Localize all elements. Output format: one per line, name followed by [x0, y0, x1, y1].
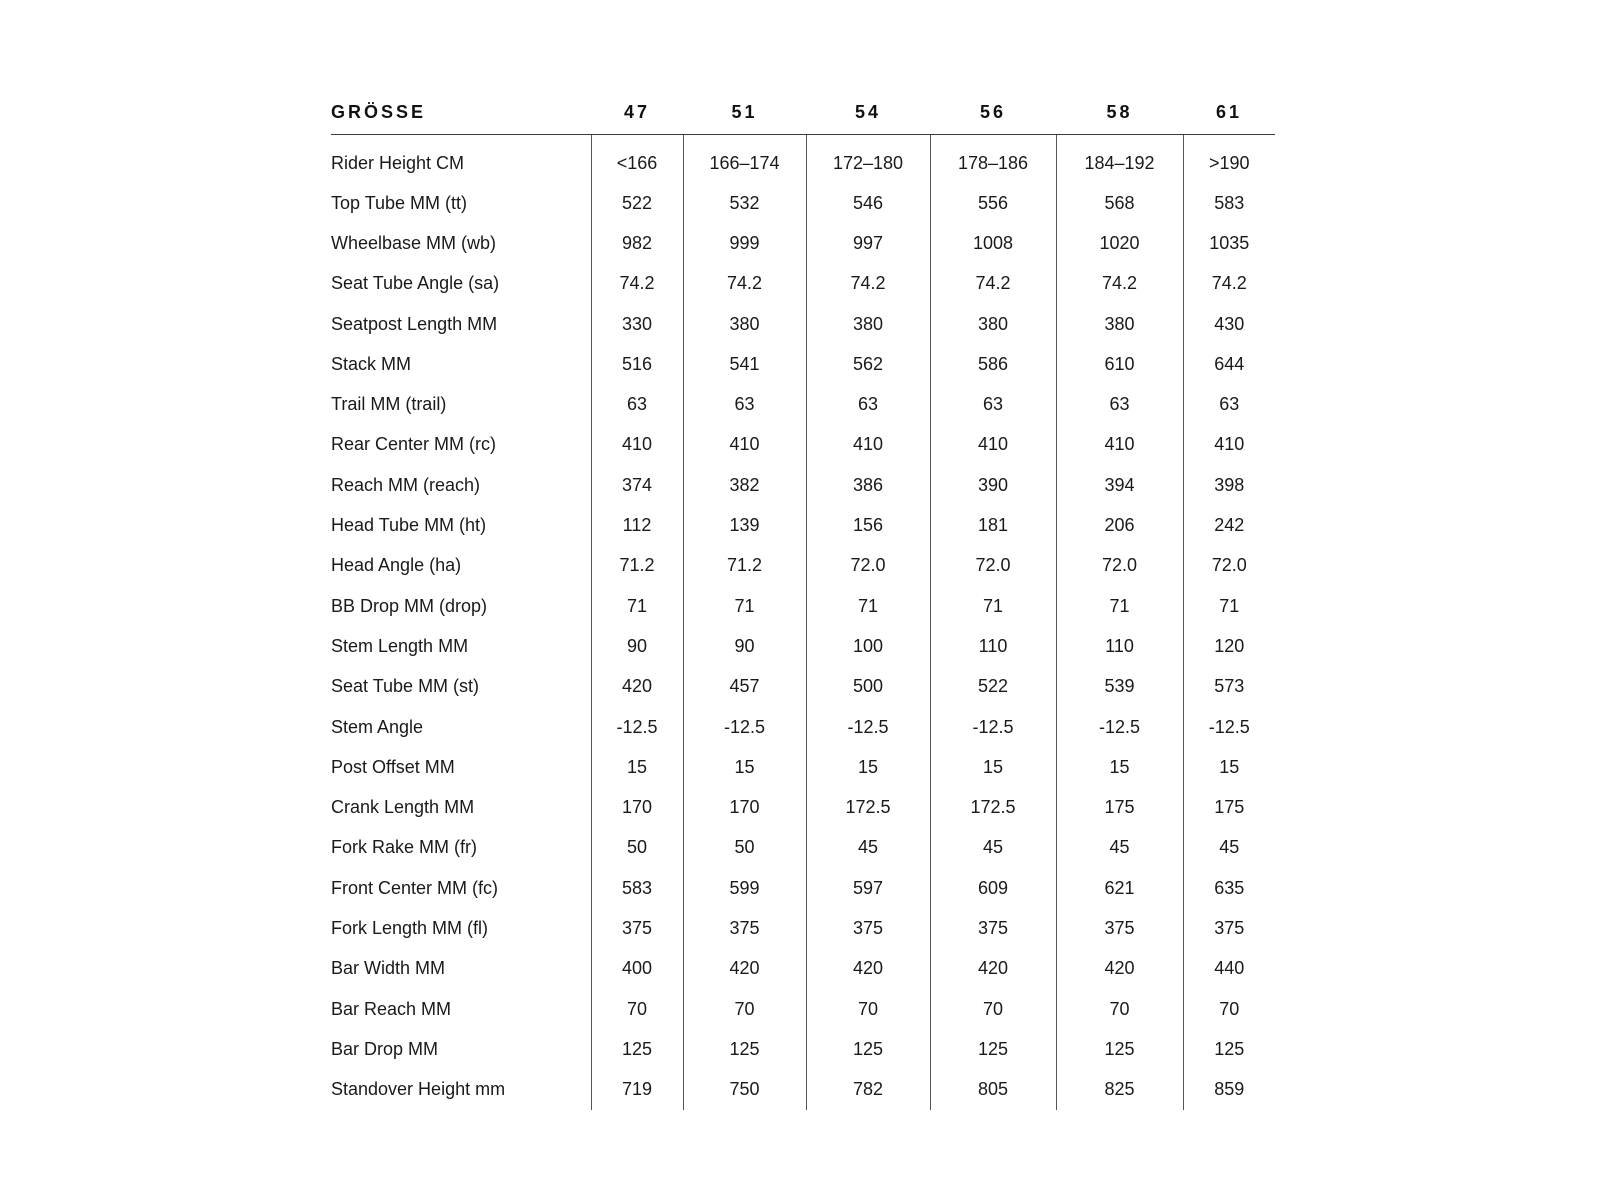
table-cell: 410: [683, 425, 806, 465]
table-cell: 112: [591, 505, 683, 545]
table-cell: 539: [1056, 667, 1183, 707]
table-row: [331, 787, 1275, 827]
table-row: [331, 264, 1275, 304]
table-cell: 375: [683, 908, 806, 948]
table-cell: 74.2: [683, 264, 806, 304]
table-cell: 420: [930, 949, 1056, 989]
size-column-header: 61: [1183, 90, 1275, 135]
table-cell: -12.5: [1056, 707, 1183, 747]
table-cell: 125: [1056, 1029, 1183, 1069]
table-cell: 90: [683, 626, 806, 666]
size-column-header: 47: [591, 90, 683, 135]
table-row: [331, 135, 1275, 184]
table-cell: 410: [591, 425, 683, 465]
table-cell: 70: [806, 989, 930, 1029]
table-row: [331, 183, 1275, 223]
table-cell: 125: [1183, 1029, 1275, 1069]
table-cell: 500: [806, 667, 930, 707]
table-cell: 74.2: [591, 264, 683, 304]
table-cell: 100: [806, 626, 930, 666]
row-label: Seat Tube MM (st): [331, 676, 480, 697]
table-cell: 380: [1056, 304, 1183, 344]
row-label: Top Tube MM (tt): [331, 192, 468, 213]
table-cell: 71.2: [591, 546, 683, 586]
row-label: Stack MM: [331, 353, 412, 374]
size-column-header: 58: [1056, 90, 1183, 135]
table-cell: 63: [683, 384, 806, 424]
table-cell: 522: [930, 667, 1056, 707]
table-cell: -12.5: [683, 707, 806, 747]
table-cell: 380: [930, 304, 1056, 344]
table-cell: 386: [806, 465, 930, 505]
table-cell: 139: [683, 505, 806, 545]
table-cell: 997: [806, 223, 930, 263]
table-cell: 586: [930, 344, 1056, 384]
table-cell: 805: [930, 1070, 1056, 1110]
table-cell: 45: [1183, 828, 1275, 868]
table-cell: 522: [591, 183, 683, 223]
table-cell: 172.5: [806, 787, 930, 827]
table-cell: 184–192: [1056, 135, 1183, 184]
table-cell: 156: [806, 505, 930, 545]
header-row: [331, 90, 1275, 135]
row-label: Bar Reach MM: [331, 998, 452, 1019]
table-cell: 982: [591, 223, 683, 263]
table-row: [331, 505, 1275, 545]
row-label: Front Center MM (fc): [331, 877, 499, 898]
table-cell: 420: [591, 667, 683, 707]
table-cell: 420: [806, 949, 930, 989]
table-row: [331, 586, 1275, 626]
table-cell: 532: [683, 183, 806, 223]
size-column-header: 56: [930, 90, 1056, 135]
table-row: [331, 465, 1275, 505]
table-row: [331, 304, 1275, 344]
table-cell: 546: [806, 183, 930, 223]
table-cell: 583: [591, 868, 683, 908]
table-cell: 71: [1056, 586, 1183, 626]
table-cell: 410: [930, 425, 1056, 465]
table-cell: 70: [1183, 989, 1275, 1029]
table-cell: 375: [591, 908, 683, 948]
table-cell: 166–174: [683, 135, 806, 184]
table-cell: 63: [930, 384, 1056, 424]
table-cell: 15: [683, 747, 806, 787]
size-column-header: 54: [806, 90, 930, 135]
table-cell: 400: [591, 949, 683, 989]
table-row: [331, 828, 1275, 868]
table-cell: 541: [683, 344, 806, 384]
table-cell: -12.5: [806, 707, 930, 747]
geometry-table: [331, 90, 1275, 1110]
table-cell: <166: [591, 135, 683, 184]
row-label: Wheelbase MM (wb): [331, 232, 497, 253]
table-cell: 50: [683, 828, 806, 868]
row-label: Reach MM (reach): [331, 474, 481, 495]
table-row: [331, 344, 1275, 384]
table-cell: 583: [1183, 183, 1275, 223]
table-cell: 178–186: [930, 135, 1056, 184]
row-label: Seat Tube Angle (sa): [331, 273, 500, 294]
row-label: Bar Drop MM: [331, 1038, 439, 1059]
table-cell: 175: [1183, 787, 1275, 827]
table-cell: 45: [806, 828, 930, 868]
table-row: [331, 425, 1275, 465]
table-cell: 573: [1183, 667, 1275, 707]
table-cell: 170: [591, 787, 683, 827]
table-cell: 72.0: [930, 546, 1056, 586]
table-cell: 1020: [1056, 223, 1183, 263]
table-cell: 71: [806, 586, 930, 626]
table-row: [331, 223, 1275, 263]
table-cell: 71: [683, 586, 806, 626]
table-row: [331, 868, 1275, 908]
table-cell: 63: [591, 384, 683, 424]
table-cell: 410: [1056, 425, 1183, 465]
table-cell: 15: [1056, 747, 1183, 787]
row-label: Crank Length MM: [331, 797, 475, 818]
table-row: [331, 747, 1275, 787]
table-cell: 170: [683, 787, 806, 827]
size-column-header: 51: [683, 90, 806, 135]
table-cell: -12.5: [591, 707, 683, 747]
table-row: [331, 626, 1275, 666]
row-label: Post Offset MM: [331, 756, 455, 777]
table-cell: 375: [806, 908, 930, 948]
table-cell: 71: [1183, 586, 1275, 626]
table-cell: 70: [591, 989, 683, 1029]
table-cell: 181: [930, 505, 1056, 545]
row-label: Head Tube MM (ht): [331, 515, 487, 536]
row-label: Seatpost Length MM: [331, 313, 498, 334]
table-cell: 330: [591, 304, 683, 344]
table-cell: 72.0: [1183, 546, 1275, 586]
table-cell: >190: [1183, 135, 1275, 184]
table-cell: 825: [1056, 1070, 1183, 1110]
table-cell: 72.0: [1056, 546, 1183, 586]
table-cell: 410: [806, 425, 930, 465]
table-cell: 610: [1056, 344, 1183, 384]
table-cell: 15: [930, 747, 1056, 787]
table-cell: 63: [1183, 384, 1275, 424]
table-cell: 45: [930, 828, 1056, 868]
table-cell: 609: [930, 868, 1056, 908]
table-cell: 74.2: [1183, 264, 1275, 304]
table-body: [331, 135, 1275, 1110]
table-cell: 125: [683, 1029, 806, 1069]
table-cell: 375: [1056, 908, 1183, 948]
table-cell: 457: [683, 667, 806, 707]
table-row: [331, 1029, 1275, 1069]
table-cell: 63: [806, 384, 930, 424]
table-cell: 72.0: [806, 546, 930, 586]
table-row: [331, 667, 1275, 707]
table-cell: 644: [1183, 344, 1275, 384]
table-row: [331, 707, 1275, 747]
table-cell: 1035: [1183, 223, 1275, 263]
table-cell: 110: [1056, 626, 1183, 666]
table-cell: 380: [806, 304, 930, 344]
table-cell: -12.5: [1183, 707, 1275, 747]
table-cell: 568: [1056, 183, 1183, 223]
table-cell: 15: [591, 747, 683, 787]
row-label: Fork Rake MM (fr): [331, 837, 477, 858]
table-row: [331, 949, 1275, 989]
table-cell: 719: [591, 1070, 683, 1110]
table-cell: 242: [1183, 505, 1275, 545]
table-cell: 420: [683, 949, 806, 989]
table-cell: 110: [930, 626, 1056, 666]
table-cell: 125: [930, 1029, 1056, 1069]
row-label: Stem Angle: [331, 716, 424, 737]
row-label: BB Drop MM (drop): [331, 595, 488, 616]
table-cell: 556: [930, 183, 1056, 223]
row-label: Rider Height CM: [331, 152, 465, 173]
row-label: Trail MM (trail): [331, 394, 447, 415]
table-cell: 90: [591, 626, 683, 666]
table-cell: 125: [806, 1029, 930, 1069]
row-label: Standover Height mm: [331, 1079, 506, 1100]
table-cell: 516: [591, 344, 683, 384]
table-cell: 635: [1183, 868, 1275, 908]
table-cell: 74.2: [806, 264, 930, 304]
table-cell: 394: [1056, 465, 1183, 505]
table-cell: 15: [1183, 747, 1275, 787]
table-cell: 70: [683, 989, 806, 1029]
table-cell: 206: [1056, 505, 1183, 545]
table-cell: 70: [930, 989, 1056, 1029]
table-cell: 782: [806, 1070, 930, 1110]
table-row: [331, 908, 1275, 948]
table-cell: 63: [1056, 384, 1183, 424]
table-cell: 390: [930, 465, 1056, 505]
table-cell: 430: [1183, 304, 1275, 344]
table-cell: 71.2: [683, 546, 806, 586]
table-cell: 382: [683, 465, 806, 505]
table-cell: -12.5: [930, 707, 1056, 747]
table-cell: 380: [683, 304, 806, 344]
table-cell: 398: [1183, 465, 1275, 505]
table-cell: 999: [683, 223, 806, 263]
size-header-label: GRÖSSE: [331, 90, 591, 135]
table-cell: 71: [591, 586, 683, 626]
table-row: [331, 546, 1275, 586]
table-cell: 410: [1183, 425, 1275, 465]
table-cell: 859: [1183, 1070, 1275, 1110]
table-cell: 375: [930, 908, 1056, 948]
table-cell: 71: [930, 586, 1056, 626]
row-label: Fork Length MM (fl): [331, 917, 489, 938]
table-cell: 374: [591, 465, 683, 505]
row-label: Bar Width MM: [331, 958, 446, 979]
table-cell: 1008: [930, 223, 1056, 263]
table-cell: 120: [1183, 626, 1275, 666]
table-cell: 50: [591, 828, 683, 868]
table-cell: 125: [591, 1029, 683, 1069]
table-row: [331, 989, 1275, 1029]
row-label: Stem Length MM: [331, 635, 469, 656]
table-cell: 45: [1056, 828, 1183, 868]
table-cell: 172.5: [930, 787, 1056, 827]
table-cell: 750: [683, 1070, 806, 1110]
table-cell: 375: [1183, 908, 1275, 948]
table-cell: 15: [806, 747, 930, 787]
row-label: Rear Center MM (rc): [331, 434, 497, 455]
table-cell: 175: [1056, 787, 1183, 827]
table-row: [331, 384, 1275, 424]
table-cell: 440: [1183, 949, 1275, 989]
table-cell: 621: [1056, 868, 1183, 908]
table-cell: 172–180: [806, 135, 930, 184]
table-cell: 599: [683, 868, 806, 908]
table-cell: 420: [1056, 949, 1183, 989]
table-row: [331, 1070, 1275, 1110]
table-cell: 74.2: [930, 264, 1056, 304]
row-label: Head Angle (ha): [331, 555, 462, 576]
table-cell: 597: [806, 868, 930, 908]
table-cell: 74.2: [1056, 264, 1183, 304]
table-cell: 562: [806, 344, 930, 384]
table-cell: 70: [1056, 989, 1183, 1029]
